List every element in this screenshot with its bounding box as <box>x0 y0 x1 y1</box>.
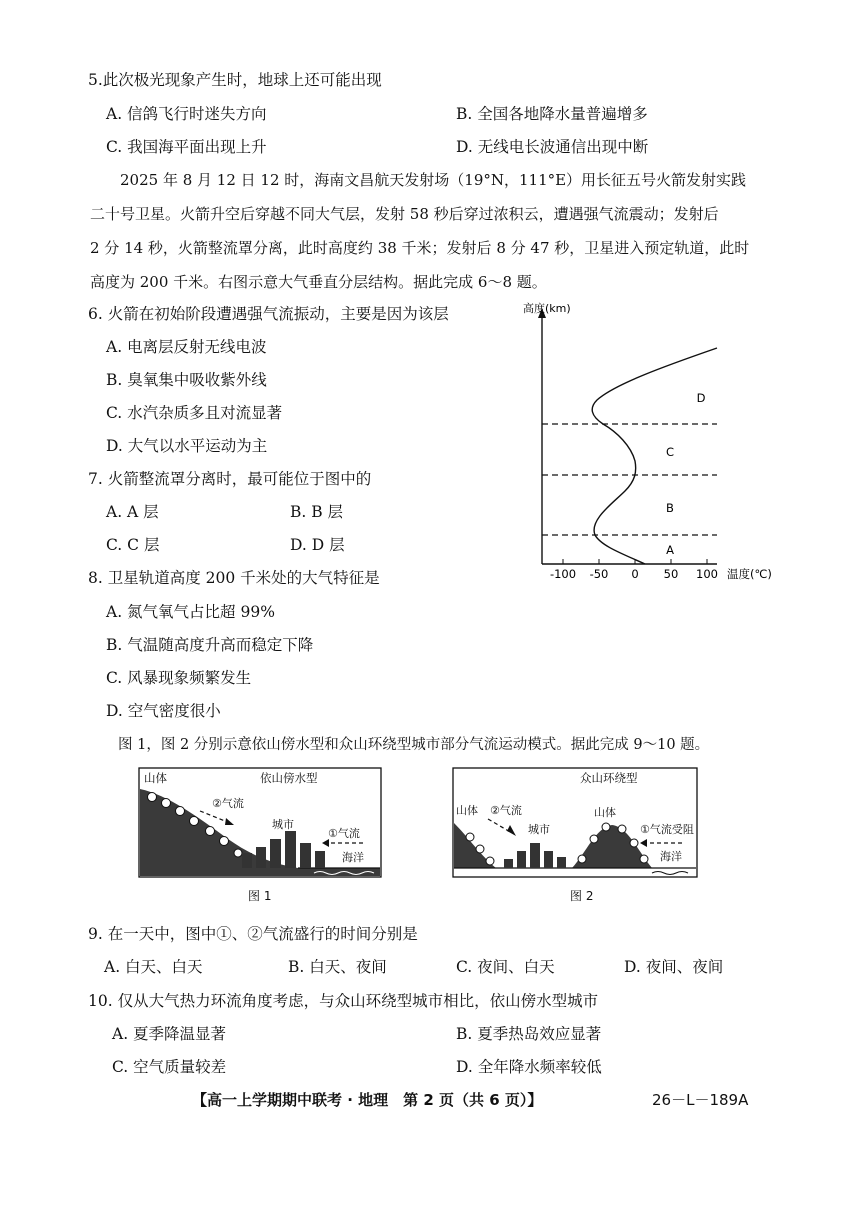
q8-option-b[interactable]: B. 气温随高度升高而稳定下降 <box>106 636 314 654</box>
y-axis-label: 高度(km) <box>523 302 571 315</box>
x-tick-label: 50 <box>663 567 679 581</box>
fig1-city-label: 城市 <box>272 818 294 831</box>
fig2-flow2-label: ②气流 <box>490 804 522 817</box>
fig1-flow1-label: ①气流 <box>328 827 360 840</box>
q10-option-c[interactable]: C. 空气质量较差 <box>112 1058 227 1076</box>
figure-2-mountain-surrounded <box>452 767 698 879</box>
fig2-flow1-label: ①气流受阻 <box>640 823 694 836</box>
q9-stem: 9. 在一天中，图中①、②气流盛行的时间分别是 <box>88 925 418 943</box>
q8-option-a[interactable]: A. 氮气氧气占比超 99% <box>106 603 275 621</box>
q8-option-d[interactable]: D. 空气密度很小 <box>106 702 221 720</box>
layer-label-d: D <box>696 391 706 405</box>
q5-option-b[interactable]: B. 全国各地降水量普遍增多 <box>456 105 648 123</box>
fig2-city-label: 城市 <box>528 823 550 836</box>
x-tick-label: 0 <box>631 567 639 581</box>
q9-option-c[interactable]: C. 夜间、白天 <box>456 958 555 976</box>
x-tick-label: 100 <box>696 567 718 581</box>
figure-2-caption: 图 2 <box>570 889 594 903</box>
fig1-sea-label: 海洋 <box>342 851 364 864</box>
q6-option-c[interactable]: C. 水汽杂质多且对流显著 <box>106 404 283 422</box>
fig1-flow2-label: ②气流 <box>212 797 244 810</box>
x-tick-label: -100 <box>549 567 577 581</box>
x-tick-label: -50 <box>589 567 609 581</box>
q9-option-a[interactable]: A. 白天、白天 <box>104 958 203 976</box>
q9-option-b[interactable]: B. 白天、夜间 <box>288 958 387 976</box>
passage-rocket-launch <box>90 163 780 299</box>
passage1-line2: 二十号卫星。火箭升空后穿越不同大气层，发射 58 秒后穿过浓积云，遭遇强气流震动；发射后 <box>90 205 719 223</box>
q6-option-b[interactable]: B. 臭氧集中吸收紫外线 <box>106 371 267 389</box>
fig1-title: 依山傍水型 <box>260 771 318 785</box>
figure-1-caption: 图 1 <box>248 889 272 903</box>
q7-option-a[interactable]: A. A 层 <box>106 503 159 521</box>
fig2-mountain-right-label: 山体 <box>594 806 616 819</box>
q8-option-c[interactable]: C. 风暴现象频繁发生 <box>106 669 252 687</box>
q9-option-d[interactable]: D. 夜间、夜间 <box>624 958 724 976</box>
passage1-line3: 2 分 14 秒，火箭整流罩分离，此时高度约 38 千米；发射后 8 分 47 秒，卫星进入预定轨道，此时 <box>90 239 750 257</box>
fig2-sea-label: 海洋 <box>660 850 682 863</box>
q5-option-a[interactable]: A. 信鸽飞行时迷失方向 <box>106 105 267 123</box>
fig2-mountain-left-label: 山体 <box>456 804 478 817</box>
q7-option-d[interactable]: D. D 层 <box>290 536 345 554</box>
layer-label-a: A <box>666 543 674 557</box>
atmosphere-layer-chart <box>505 296 795 588</box>
q10-option-d[interactable]: D. 全年降水频率较低 <box>456 1058 602 1076</box>
fig2-title: 众山环绕型 <box>580 771 638 785</box>
page-footer-code: 26－L－189A <box>652 1091 749 1109</box>
passage1-line1: 2025 年 8 月 12 日 12 时，海南文昌航天发射场（19°N，111°E）用长征五号火箭发射实践 <box>120 171 747 189</box>
passage1-line4: 高度为 200 千米。右图示意大气垂直分层结构。据此完成 6～8 题。 <box>90 273 547 291</box>
q6-stem: 6. 火箭在初始阶段遭遇强气流振动，主要是因为该层 <box>88 305 449 323</box>
q7-option-c[interactable]: C. C 层 <box>106 536 160 554</box>
q6-option-d[interactable]: D. 大气以水平运动为主 <box>106 437 268 455</box>
q10-option-a[interactable]: A. 夏季降温显著 <box>112 1025 227 1043</box>
q5-option-c[interactable]: C. 我国海平面出现上升 <box>106 138 267 156</box>
q8-stem: 8. 卫星轨道高度 200 千米处的大气特征是 <box>88 569 380 587</box>
q7-option-b[interactable]: B. B 层 <box>290 503 344 521</box>
layer-label-b: B <box>666 501 674 515</box>
q5-stem: 5.此次极光现象产生时，地球上还可能出现 <box>88 71 382 89</box>
figure-1-mountain-waterfront <box>138 767 382 879</box>
page-footer-title: 【高一上学期期中联考 · 地理 第 2 页（共 6 页）】 <box>192 1091 543 1109</box>
fig1-mountain-label: 山体 <box>144 771 167 785</box>
q5-option-d[interactable]: D. 无线电长波通信出现中断 <box>456 138 649 156</box>
layer-label-c: C <box>665 445 675 459</box>
q7-stem: 7. 火箭整流罩分离时，最可能位于图中的 <box>88 470 372 488</box>
q10-stem: 10. 仅从大气热力环流角度考虑，与众山环绕型城市相比，依山傍水型城市 <box>88 992 599 1010</box>
q6-option-a[interactable]: A. 电离层反射无线电波 <box>106 338 267 356</box>
temperature-curve <box>592 348 717 564</box>
passage-city-airflow: 图 1，图 2 分别示意依山傍水型和众山环绕型城市部分气流运动模式。据此完成 9～10 题。 <box>118 737 710 753</box>
q10-option-b[interactable]: B. 夏季热岛效应显著 <box>456 1025 602 1043</box>
x-axis-label: 温度(℃) <box>727 567 772 581</box>
